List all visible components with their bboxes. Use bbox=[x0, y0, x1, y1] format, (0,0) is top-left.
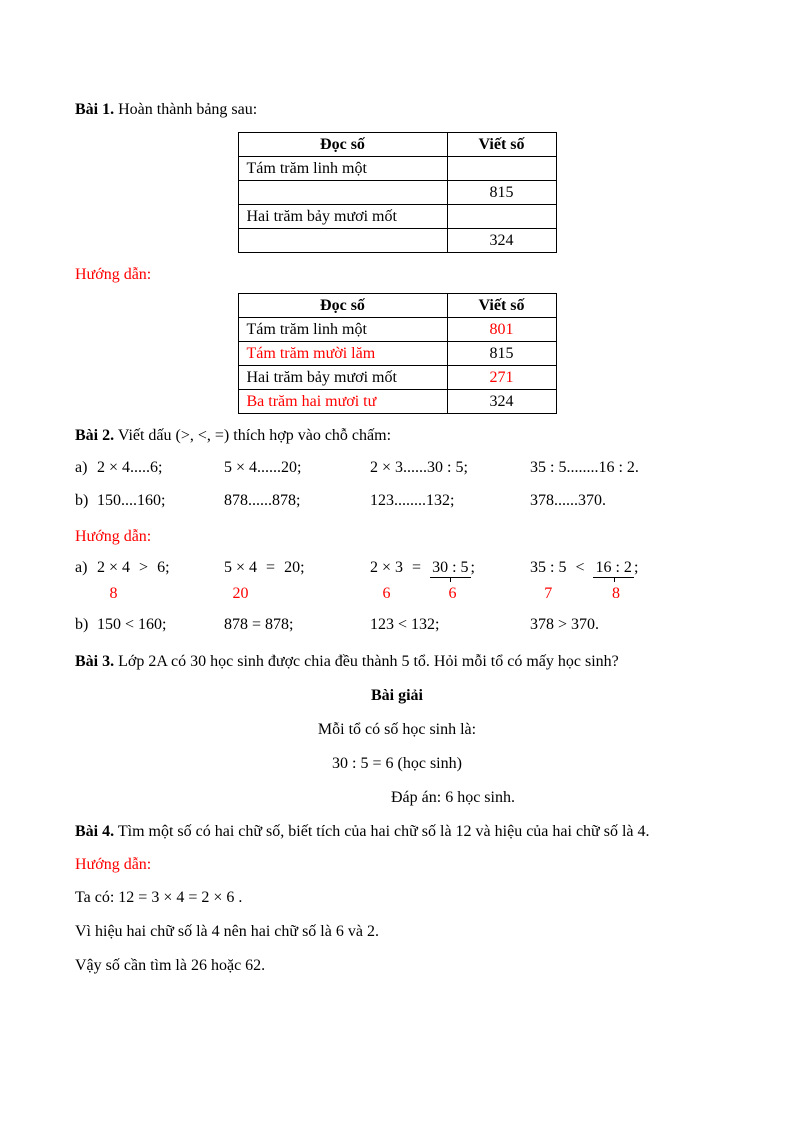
table-header-row bbox=[238, 294, 556, 318]
bai-giai-title: Bài giải bbox=[370, 687, 423, 704]
comparison-item: 150....160; bbox=[97, 492, 166, 509]
viet-so-header: Viết số bbox=[447, 294, 556, 318]
right-operand: 6; bbox=[157, 559, 170, 576]
doc-so-answer-cell: Tám trăm mười lăm bbox=[238, 342, 447, 366]
sub-value: 8 bbox=[109, 585, 118, 602]
viet-so-cell: 324 bbox=[447, 229, 556, 253]
comparison-group bbox=[97, 558, 224, 603]
comparison-item: 5 × 4......20; bbox=[224, 459, 302, 476]
viet-so-cell: 815 bbox=[447, 181, 556, 205]
bai4-title: Tìm một số có hai chữ số, biết tích của hai chữ số là 12 và hiệu của hai chữ số là 4. bbox=[117, 823, 650, 840]
table-row bbox=[238, 229, 556, 253]
comparison-item: 35 : 5........16 : 2. bbox=[530, 459, 639, 476]
row-label: a) bbox=[75, 459, 88, 476]
viet-so-header: Viết số bbox=[447, 133, 556, 157]
bai1-question-table bbox=[238, 132, 557, 253]
bai3-label: Bài 3. bbox=[75, 653, 115, 670]
comparison-item: 2 × 3......30 : 5; bbox=[370, 459, 468, 476]
comparison-group bbox=[370, 558, 530, 603]
bai4-solution-line-1: Ta có: 12 = 3 × 4 = 2 × 6 . bbox=[75, 889, 243, 906]
bai1-title: Hoàn thành bảng sau: bbox=[118, 101, 258, 118]
doc-so-answer-cell: Ba trăm hai mươi tư bbox=[238, 390, 447, 414]
right-operand bbox=[430, 558, 475, 577]
bai2-question-row-a bbox=[75, 458, 719, 477]
sub-value: 6 bbox=[382, 585, 391, 602]
comparison-operator: = bbox=[266, 559, 276, 576]
comparison-item: 150 < 160; bbox=[97, 616, 167, 633]
doc-so-cell: Tám trăm linh một bbox=[238, 157, 447, 181]
bai4-huong-dan-label: Hướng dẫn: bbox=[75, 856, 152, 873]
doc-so-cell: Tám trăm linh một bbox=[238, 318, 447, 342]
doc-so-cell bbox=[238, 181, 447, 205]
right-operand: 20; bbox=[284, 559, 305, 576]
comparison-group bbox=[530, 558, 719, 603]
sub-value: 8 bbox=[611, 585, 620, 602]
bai4-heading bbox=[75, 822, 719, 841]
tail: ; bbox=[470, 559, 475, 576]
tail: ; bbox=[633, 559, 639, 576]
table-row bbox=[238, 318, 556, 342]
bai2-label: Bài 2. bbox=[75, 427, 115, 444]
doc-so-header: Đọc số bbox=[238, 133, 447, 157]
viet-so-cell bbox=[447, 157, 556, 181]
left-operand: 5 × 4 bbox=[224, 559, 258, 576]
bai2-huong-dan-label: Hướng dẫn: bbox=[75, 528, 152, 545]
comparison-item: 378 > 370. bbox=[530, 616, 600, 633]
row-label: a) bbox=[75, 559, 88, 576]
answer-line: Đáp án: 6 học sinh. bbox=[391, 789, 515, 806]
comparison-operator: > bbox=[139, 559, 149, 576]
table-row bbox=[238, 181, 556, 205]
right-operand bbox=[593, 558, 638, 577]
solution-line: Mỗi tổ có số học sinh là: bbox=[317, 721, 477, 738]
left-operand: 2 × 3 bbox=[370, 559, 404, 576]
sub-value: 20 bbox=[232, 585, 249, 602]
viet-so-cell bbox=[447, 205, 556, 229]
table-row bbox=[238, 366, 556, 390]
comparison-item: 123 < 132; bbox=[370, 616, 440, 633]
bai2-title: Viết dấu (>, <, =) thích hợp vào chỗ chấm: bbox=[117, 427, 392, 444]
row-label: b) bbox=[75, 616, 89, 633]
comparison-item: 123........132; bbox=[370, 492, 455, 509]
doc-so-header: Đọc số bbox=[238, 294, 447, 318]
bai4-solution-line-2: Vì hiệu hai chữ số là 4 nên hai chữ số là 6 và 2. bbox=[75, 923, 379, 940]
comparison-item: 378......370. bbox=[530, 492, 606, 509]
table-row bbox=[238, 390, 556, 414]
viet-so-answer-cell: 801 bbox=[447, 318, 556, 342]
bai4-solution-line-3: Vậy số cần tìm là 26 hoặc 62. bbox=[75, 957, 266, 974]
row-label: b) bbox=[75, 492, 89, 509]
bai1-label: Bài 1. bbox=[75, 101, 115, 118]
bai2-answer-row-b bbox=[75, 615, 719, 634]
table-header-row bbox=[238, 133, 556, 157]
bai1-heading bbox=[75, 100, 719, 119]
doc-so-cell bbox=[238, 229, 447, 253]
comparison-operator: < bbox=[575, 559, 585, 576]
doc-so-cell: Hai trăm bảy mươi mốt bbox=[238, 205, 447, 229]
bai1-huong-dan-label: Hướng dẫn: bbox=[75, 266, 152, 283]
comparison-group bbox=[224, 558, 370, 603]
bai1-answer-table bbox=[238, 293, 557, 414]
left-operand: 2 × 4 bbox=[97, 559, 131, 576]
left-operand: 35 : 5 bbox=[530, 559, 567, 576]
viet-so-cell: 815 bbox=[447, 342, 556, 366]
bai4-label: Bài 4. bbox=[75, 823, 115, 840]
bai3-title: Lớp 2A có 30 học sinh được chia đều thành 5 tổ. Hỏi mỗi tổ có mấy học sinh? bbox=[118, 653, 619, 670]
calculation-line: 30 : 5 = 6 (học sinh) bbox=[332, 755, 462, 772]
viet-so-answer-cell: 271 bbox=[447, 366, 556, 390]
bai3-heading bbox=[75, 652, 719, 671]
underbrace: 16 : 2 bbox=[595, 559, 632, 576]
bai2-answer-row-a bbox=[75, 558, 719, 603]
doc-so-cell: Hai trăm bảy mươi mốt bbox=[238, 366, 447, 390]
viet-so-cell: 324 bbox=[447, 390, 556, 414]
table-row bbox=[238, 157, 556, 181]
comparison-item: 878......878; bbox=[224, 492, 301, 509]
bai2-question-row-b bbox=[75, 491, 719, 510]
bai2-heading bbox=[75, 426, 719, 445]
underbrace: 30 : 5 bbox=[432, 559, 469, 576]
comparison-item: 878 = 878; bbox=[224, 616, 294, 633]
comparison-operator: = bbox=[412, 559, 422, 576]
table-row bbox=[238, 342, 556, 366]
comparison-item: 2 × 4.....6; bbox=[97, 459, 163, 476]
table-row bbox=[238, 205, 556, 229]
sub-value: 6 bbox=[448, 585, 457, 602]
sub-value: 7 bbox=[544, 585, 553, 602]
